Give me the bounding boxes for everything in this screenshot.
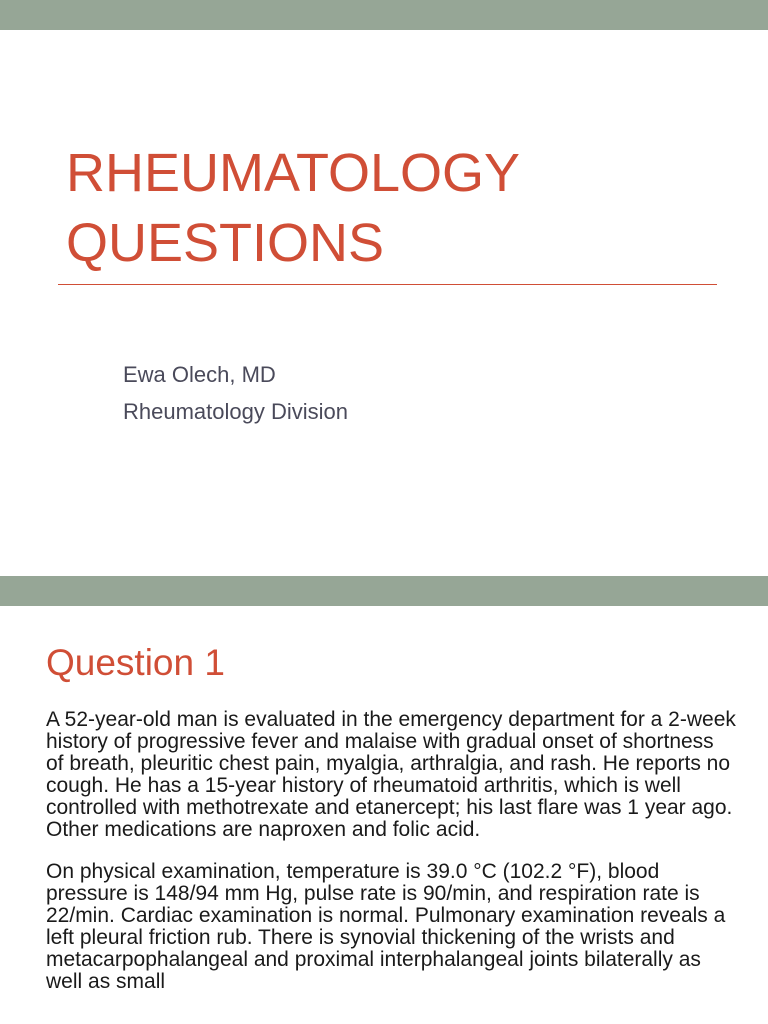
title-divider xyxy=(58,284,717,285)
slide-title xyxy=(66,138,520,278)
question-paragraph-1: A 52-year-old man is evaluated in the emergency department for a 2-week history of progressive fever and malaise with gradual onset of shortness of breath, pleuritic chest pain, myalgia, arthralgia, and rash. He reports no cough. He has a 15-year history of rheumatoid arthritis, which is well controlled with methotrexate and etanercept; his last flare was 1 year ago. Other medications are naproxen and folic acid. xyxy=(46,708,736,841)
question-slide xyxy=(0,576,768,1024)
question-body xyxy=(46,709,736,1013)
division-name: Rheumatology Division xyxy=(123,399,348,424)
title-line-2: QUESTIONS xyxy=(66,213,385,273)
top-band xyxy=(0,576,768,606)
question-paragraph-2: On physical examination, temperature is 39.0 °C (102.2 °F), blood pressure is 148/94 mm Hg, pulse rate is 90/min, and respiration rate is 22/min. Cardiac examination is normal. Pulmonary examination reveals a left pleural friction rub. There is synovial thickening of the wrists and metacarpophalangeal and proximal interphalangeal joints bilaterally as well as small xyxy=(46,860,726,993)
title-line-1: RHEUMATOLOGY xyxy=(66,143,521,203)
slide-subtitle xyxy=(123,356,348,430)
top-band xyxy=(0,0,768,30)
author-name: Ewa Olech, MD xyxy=(123,362,276,387)
question-title: Question 1 xyxy=(46,642,225,683)
